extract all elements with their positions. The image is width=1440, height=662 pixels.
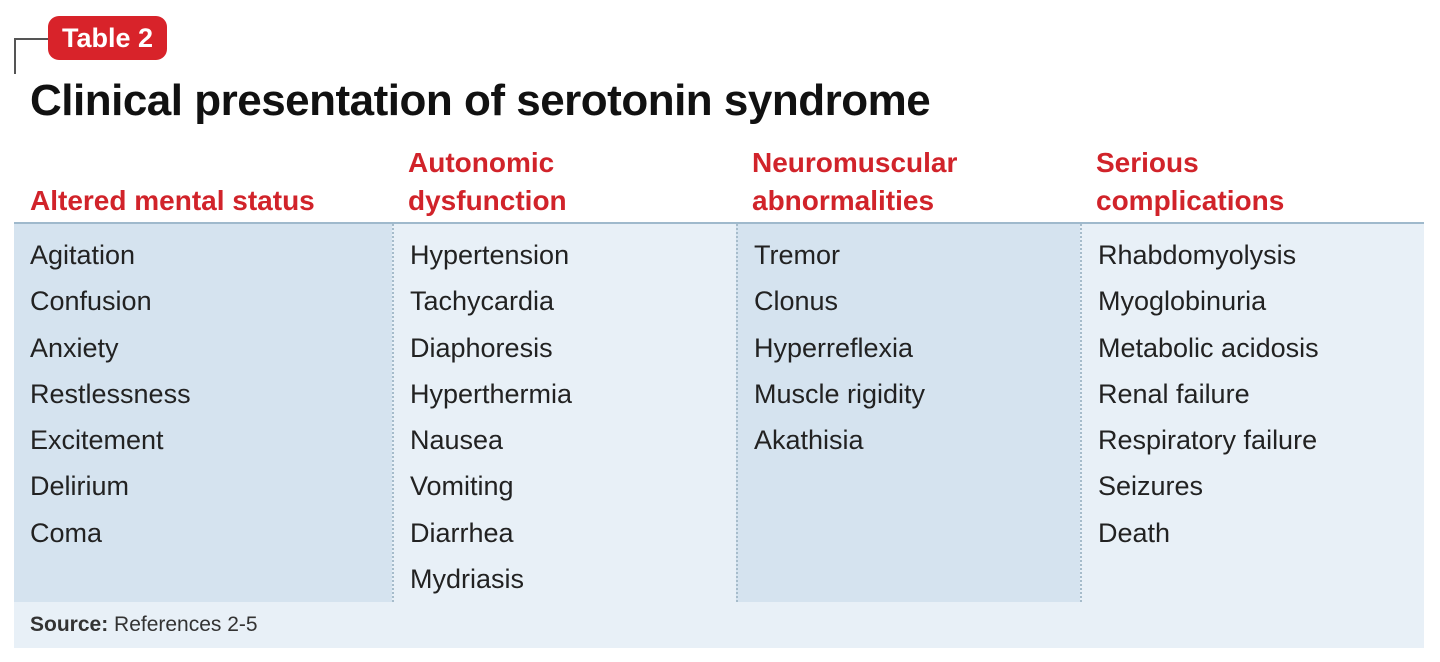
table-body bbox=[14, 222, 1424, 604]
list-item: Mydriasis bbox=[410, 564, 525, 595]
list-item: Tachycardia bbox=[410, 286, 555, 317]
list-item: Seizures bbox=[1098, 471, 1204, 502]
table-badge: Table 2 bbox=[48, 16, 167, 60]
header-autonomic-dysfunction: Autonomic dysfunction bbox=[408, 147, 567, 216]
list-item: Confusion bbox=[30, 286, 152, 317]
list-item: Diarrhea bbox=[410, 517, 514, 548]
table-title: Clinical presentation of serotonin syndrome bbox=[30, 76, 931, 125]
list-item: Hyperreflexia bbox=[754, 332, 914, 363]
list-item: Diaphoresis bbox=[410, 332, 553, 363]
header-altered-mental-status: Altered mental status bbox=[30, 185, 315, 216]
list-item: Excitement bbox=[30, 425, 164, 456]
list-item: Anxiety bbox=[30, 332, 119, 363]
list-item: Restlessness bbox=[30, 378, 191, 409]
list-item: Akathisia bbox=[754, 425, 864, 456]
list-item: Tremor bbox=[754, 240, 840, 270]
source-note bbox=[14, 602, 1424, 648]
list-item: Clonus bbox=[754, 286, 839, 317]
list-item: Metabolic acidosis bbox=[1098, 332, 1319, 363]
list-item: Myoglobinuria bbox=[1098, 286, 1267, 317]
column-altered-mental-status bbox=[14, 224, 392, 602]
column-autonomic-dysfunction bbox=[392, 224, 736, 602]
list-item: Delirium bbox=[30, 471, 130, 502]
corner-bracket bbox=[14, 38, 50, 74]
list-item: Rhabdomyolysis bbox=[1098, 240, 1297, 270]
list-item: Respiratory failure bbox=[1098, 425, 1318, 456]
list-item: Renal failure bbox=[1098, 378, 1250, 409]
list-item: Agitation bbox=[30, 240, 136, 270]
list-item: Death bbox=[1098, 517, 1171, 548]
column-neuromuscular-abnormalities bbox=[736, 224, 1080, 602]
list-item: Hypertension bbox=[410, 240, 570, 270]
list-item: Hyperthermia bbox=[410, 378, 573, 409]
list-item: Muscle rigidity bbox=[754, 378, 926, 409]
list-item: Coma bbox=[30, 517, 103, 548]
column-serious-complications bbox=[1080, 224, 1424, 602]
list-item: Nausea bbox=[410, 425, 504, 456]
source-label: Source: bbox=[30, 613, 109, 636]
list-item: Vomiting bbox=[410, 471, 514, 502]
header-neuromuscular-abnormalities: Neuromuscular abnormalities bbox=[752, 147, 958, 216]
source-text: References 2-5 bbox=[108, 613, 258, 636]
header-serious-complications: Serious complications bbox=[1096, 147, 1285, 216]
